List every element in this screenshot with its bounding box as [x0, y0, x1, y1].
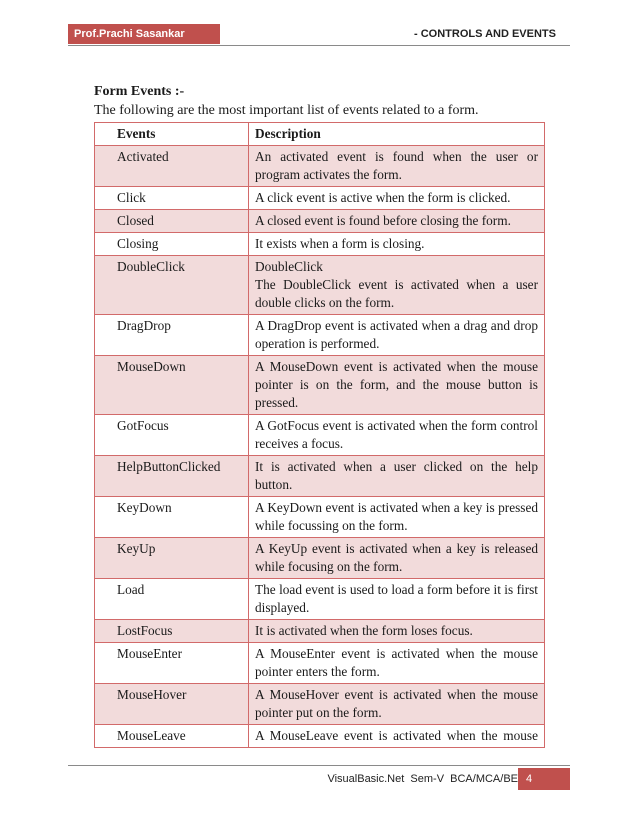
header-author: Prof.Prachi Sasankar	[74, 28, 185, 40]
table-row	[95, 579, 545, 620]
column-header-description: Description	[249, 123, 545, 146]
event-name: KeyUp	[95, 538, 249, 579]
event-name: MouseDown	[95, 356, 249, 415]
events-table	[94, 122, 545, 748]
table-row	[95, 256, 545, 315]
event-description: A closed event is found before closing the form.	[249, 210, 545, 233]
event-name: MouseLeave	[95, 725, 249, 748]
event-name: HelpButtonClicked	[95, 456, 249, 497]
table-row	[95, 315, 545, 356]
table-row	[95, 684, 545, 725]
column-header-events: Events	[95, 123, 249, 146]
table-row	[95, 620, 545, 643]
footer-text: VisualBasic.Net Sem-V BCA/MCA/BE	[327, 773, 518, 785]
event-description: A KeyUp event is activated when a key is released while focusing on the form.	[249, 538, 545, 579]
table-row	[95, 356, 545, 415]
footer-divider	[68, 765, 570, 766]
event-description: A MouseHover event is activated when the mouse pointer put on the form.	[249, 684, 545, 725]
event-description: It exists when a form is closing.	[249, 233, 545, 256]
event-description: A DragDrop event is activated when a drag and drop operation is performed.	[249, 315, 545, 356]
event-name: MouseHover	[95, 684, 249, 725]
event-name: MouseEnter	[95, 643, 249, 684]
table-row	[95, 456, 545, 497]
event-description: A MouseDown event is activated when the mouse pointer is on the form, and the mouse button is pressed.	[249, 356, 545, 415]
event-description-detail: The DoubleClick event is activated when a user double clicks on the form.	[255, 277, 538, 310]
page-number: 4	[518, 768, 570, 790]
event-description: A GotFocus event is activated when the form control receives a focus.	[249, 415, 545, 456]
event-name: LostFocus	[95, 620, 249, 643]
event-description: The load event is used to load a form before it is first displayed.	[249, 579, 545, 620]
event-name: Closing	[95, 233, 249, 256]
table-row	[95, 210, 545, 233]
table-header-row	[95, 123, 545, 146]
table-row	[95, 415, 545, 456]
event-description: A click event is active when the form is clicked.	[249, 187, 545, 210]
section-title: Form Events :-	[94, 84, 185, 99]
event-description: It is activated when a user clicked on the help button.	[249, 456, 545, 497]
event-name: Load	[95, 579, 249, 620]
header-title: - CONTROLS AND EVENTS	[414, 28, 556, 40]
table-row	[95, 497, 545, 538]
event-description	[249, 256, 545, 315]
event-description-heading: DoubleClick	[255, 259, 323, 274]
event-name: KeyDown	[95, 497, 249, 538]
table-row	[95, 146, 545, 187]
event-name: Click	[95, 187, 249, 210]
table-row	[95, 538, 545, 579]
table-row	[95, 187, 545, 210]
event-name: GotFocus	[95, 415, 249, 456]
event-description: A KeyDown event is activated when a key is pressed while focussing on the form.	[249, 497, 545, 538]
header-author-box	[68, 24, 220, 44]
table-row	[95, 725, 545, 748]
event-name: DragDrop	[95, 315, 249, 356]
section-intro: The following are the most important list of events related to a form.	[94, 103, 479, 118]
event-description: It is activated when the form loses focus.	[249, 620, 545, 643]
event-description: A MouseEnter event is activated when the mouse pointer enters the form.	[249, 643, 545, 684]
event-description: An activated event is found when the user or program activates the form.	[249, 146, 545, 187]
event-name: DoubleClick	[95, 256, 249, 315]
event-name: Activated	[95, 146, 249, 187]
event-name: Closed	[95, 210, 249, 233]
table-row	[95, 643, 545, 684]
table-row	[95, 233, 545, 256]
event-description: A MouseLeave event is activated when the mouse	[249, 725, 545, 748]
header-divider	[68, 45, 570, 46]
